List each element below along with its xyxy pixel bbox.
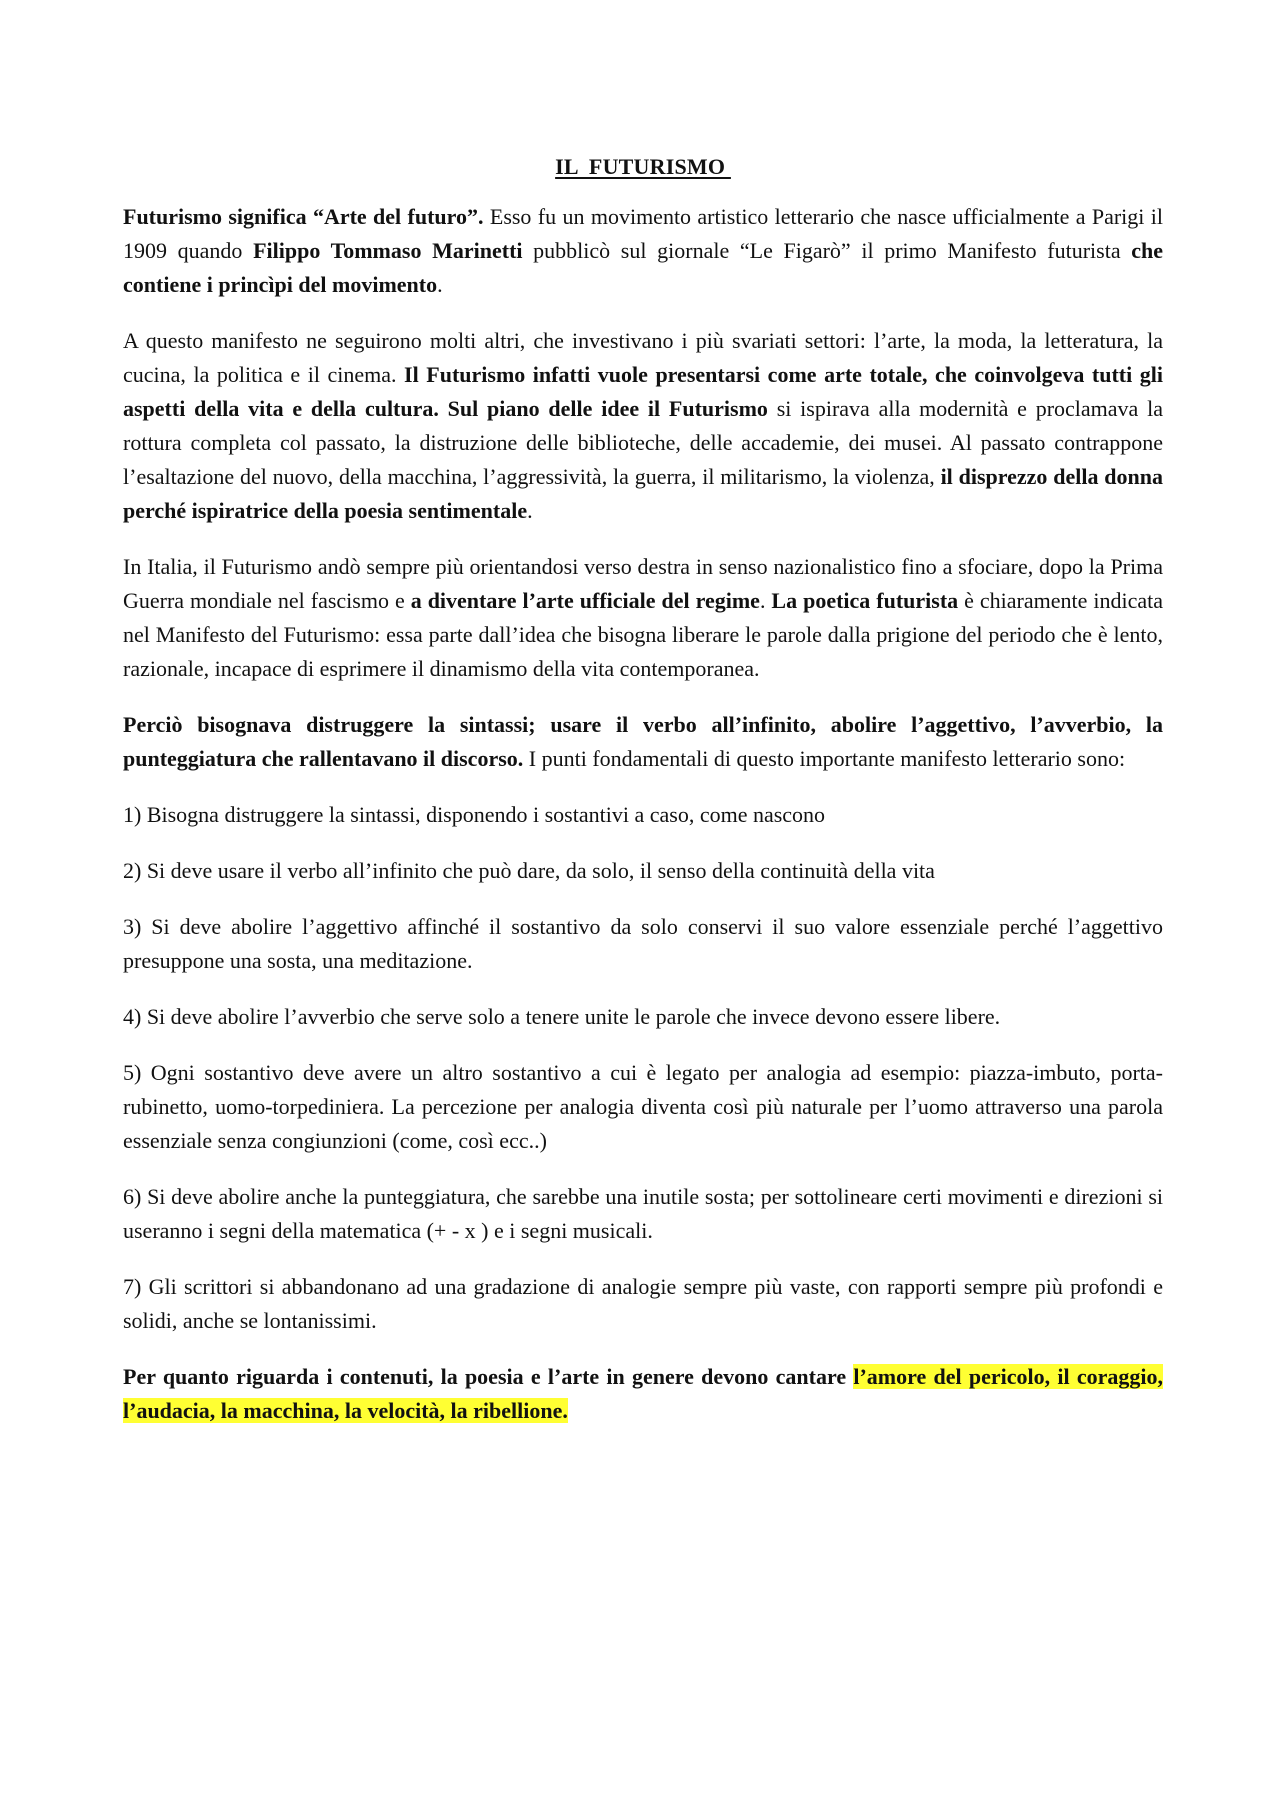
text-run: Per quanto riguarda i contenuti, la poesia e l’arte in genere devono cantare bbox=[123, 1364, 854, 1389]
text-run: . bbox=[759, 588, 772, 613]
list-item: 5) Ogni sostantivo deve avere un altro sostantivo a cui è legato per analogia ad esempio: piazza-imbuto, porta-rubinetto, uomo-torpediniera. La percezione per analogia diventa così più naturale per l’uomo attraverso una parola essenziale senza congiunzioni (come, così ecc..) bbox=[123, 1060, 1163, 1153]
text-run: In Italia, il Futurismo andò sempre più orientandosi verso destra in senso nazionalistico fino a sfociare, dopo la Prima Guerra mondiale nel fascismo e bbox=[123, 554, 1163, 613]
text-run: è chiaramente indicata nel Manifesto del Futurismo: essa parte dall’idea che bisogna liberare le parole dalla prigione del periodo che è lento, razionale, incapace di esprimere il dinamismo della vita contemporanea. bbox=[123, 588, 1163, 681]
text-run: Esso fu un movimento artistico letterario che nasce ufficialmente a Parigi il 1909 quando bbox=[123, 204, 1163, 263]
text-run: Il Futurismo infatti vuole presentarsi come arte totale, che coinvolgeva tutti gli aspetti della vita e della cultura. Sul piano delle idee il Futurismo bbox=[123, 362, 1163, 421]
document-page bbox=[123, 150, 1163, 1450]
text-run: A questo manifesto ne seguirono molti altri, che investivano i più svariati settori: l’arte, la moda, la letteratura, la cucina, la politica e il cinema. bbox=[123, 328, 1163, 387]
text-run: . bbox=[527, 498, 533, 523]
text-run: Futurismo significa “Arte del futuro”. bbox=[123, 204, 484, 229]
text-run: si ispirava alla modernità e proclamava la rottura completa col passato, la distruzione delle biblioteche, delle accademie, dei musei. Al passato contrappone l’esaltazione del nuovo, della macchina, l’aggressività, la guerra, il militarismo, la violenza, bbox=[123, 396, 1163, 489]
paragraph-italia bbox=[123, 550, 1163, 686]
list-item: 2) Si deve usare il verbo all’infinito che può dare, da solo, il senso della continuità della vita bbox=[123, 858, 935, 883]
text-run: . bbox=[437, 272, 443, 297]
text-run: La poetica futurista bbox=[771, 588, 959, 613]
list-item: 4) Si deve abolire l’avverbio che serve solo a tenere unite le parole che invece devono essere libere. bbox=[123, 1004, 1001, 1029]
list-item: 3) Si deve abolire l’aggettivo affinché il sostantivo da solo conservi il suo valore essenziale perché l’aggettivo presuppone una sosta, una meditazione. bbox=[123, 914, 1163, 973]
text-run: il disprezzo della donna perché ispiratrice della poesia sentimentale bbox=[123, 464, 1163, 523]
text-run: pubblicò sul giornale “Le Figarò” il primo Manifesto futurista bbox=[522, 238, 1132, 263]
text-run: Perciò bisognava distruggere la sintassi; usare il verbo all’infinito, abolire l’aggettivo, l’avverbio, la punteggiatura che rallentavano il discorso. bbox=[123, 712, 1163, 771]
text-run: a diventare l’arte ufficiale del regime bbox=[410, 588, 760, 613]
text-run: Filippo Tommaso Marinetti bbox=[253, 238, 523, 263]
list-item: 7) Gli scrittori si abbandonano ad una gradazione di analogie sempre più vaste, con rapporti sempre più profondi e solidi, anche se lontanissimi. bbox=[123, 1274, 1163, 1333]
list-item: 1) Bisogna distruggere la sintassi, disponendo i sostantivi a caso, come nascono bbox=[123, 802, 826, 827]
text-run: che contiene i princìpi del movimento bbox=[123, 238, 1164, 297]
paragraph-sintassi bbox=[123, 708, 1163, 776]
list-item: 6) Si deve abolire anche la punteggiatura, che sarebbe una inutile sosta; per sottolineare certi movimenti e direzioni si useranno i segni della matematica (+ - x ) e i segni musicali. bbox=[123, 1184, 1163, 1243]
document-title: IL FUTURISMO bbox=[555, 154, 731, 179]
text-run: I punti fondamentali di questo importante manifesto letterario sono: bbox=[523, 746, 1126, 771]
paragraph-contenuti bbox=[123, 1360, 1163, 1428]
paragraph-manifesti bbox=[123, 324, 1163, 528]
highlighted-text: l’amore del pericolo, il coraggio, l’audacia, la macchina, la velocità, la ribellione. bbox=[123, 1364, 1163, 1423]
paragraph-intro bbox=[123, 200, 1163, 302]
